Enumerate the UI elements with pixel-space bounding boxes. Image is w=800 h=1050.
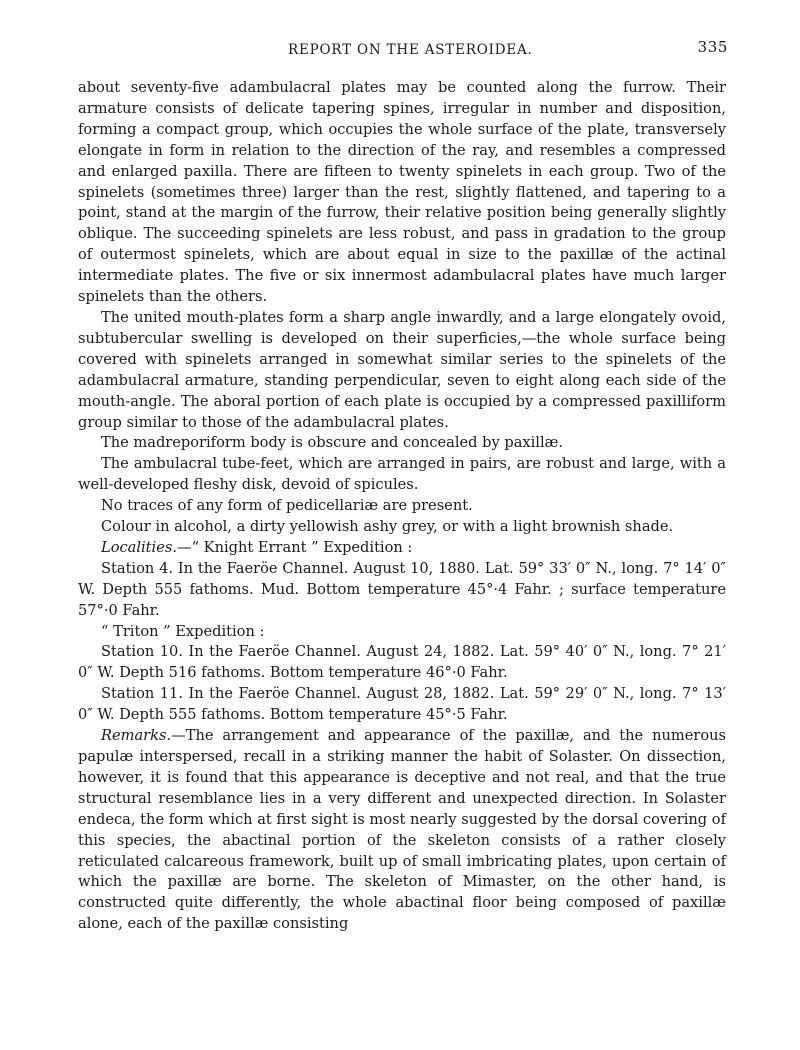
- paragraph: Colour in alcohol, a dirty yellowish ashy grey, or with a light brownish shade.: [101, 518, 674, 536]
- remarks-text: —The arrangement and appearance of the paxillæ, and the numerous papulæ interspersed, recall in a striking manner the habit of Solaster. On dissection, however, it is found that this appearance is deceptive and not real, and that the true structural resemblance lies in a very different and unexpected direction. In Solaster endeca, the form which at first sight is most nearly suggested by the dorsal covering of this species, the abactinal portion of the skeleton consists of a rather closely reticulated calcareous framework, built up of small imbricating plates, upon certain of which the paxillæ are borne. The skeleton of Mimaster, on the other hand, is constructed quite differently, the whole abactinal floor being composed of paxillæ alone, each of the paxillæ consisting: [78, 727, 726, 933]
- paragraph: The united mouth-plates form a sharp angle inwardly, and a large elongately ovoid, subtubercular swelling is developed on their superficies,—the whole surface being covered with spinelets arranged in somewhat similar series to the spinelets of the adambulacral armature, standing perpendicular, seven to eight along each side of the mouth-angle. The aboral portion of each plate is occupied by a compressed paxilliform group similar to those of the adambulacral plates.: [78, 308, 726, 431]
- remarks-paragraph: [78, 726, 726, 935]
- paragraph: about seventy-five adambulacral plates may be counted along the furrow. Their armature consists of delicate tapering spines, irregular in number and disposition, forming a compact group, which occupies the whole surface of the plate, transversely elongate in form in relation to the direction of the ray, and resembles a compressed and enlarged paxilla. There are fifteen to twenty spinelets in each group. Two of the spinelets (sometimes three) larger than the rest, slightly flattened, and tapering to a point, stand at the margin of the furrow, their relative position being generally slightly oblique. The succeeding spinelets are less robust, and pass in gradation to the group of outermost spinelets, which are about equal in size to the paxillæ of the actinal intermediate plates. The five or six innermost adambulacral plates have much larger spinelets than the others.: [78, 79, 726, 306]
- expedition-heading: “ Triton ” Expedition :: [101, 622, 265, 640]
- paragraph: No traces of any form of pedicellariæ are present.: [101, 497, 473, 515]
- paragraph: The ambulacral tube-feet, which are arranged in pairs, are robust and large, with a well-developed fleshy disk, devoid of spicules.: [78, 455, 726, 494]
- page-number: 335: [697, 38, 728, 56]
- paragraph: The madreporiform body is obscure and concealed by paxillæ.: [101, 434, 563, 452]
- localities-heading: [78, 538, 726, 559]
- station-entry: Station 10. In the Faeröe Channel. August 24, 1882. Lat. 59° 40′ 0″ N., long. 7° 21′ 0″ W. Depth 516 fathoms. Bottom temperature 46°·0 Fahr.: [78, 643, 726, 682]
- station-entry: Station 4. In the Faeröe Channel. August 10, 1880. Lat. 59° 33′ 0″ N., long. 7° 14′ 0″ W. Depth 555 fathoms. Mud. Bottom temperature 45°·4 Fahr. ; surface temperature 57°·0 Fahr.: [78, 559, 726, 619]
- remarks-label: Remarks.: [101, 727, 172, 745]
- localities-label: Localities.: [101, 538, 177, 556]
- body-text: [78, 78, 726, 935]
- localities-text: —“ Knight Errant ” Expedition :: [176, 538, 413, 556]
- page-header: [78, 36, 726, 64]
- running-title: REPORT ON THE ASTEROIDEA.: [288, 42, 533, 58]
- page: [78, 36, 726, 935]
- station-entry: Station 11. In the Faeröe Channel. August 28, 1882. Lat. 59° 29′ 0″ N., long. 7° 13′ 0″ W. Depth 555 fathoms. Bottom temperature 45°·5 Fahr.: [78, 685, 726, 724]
